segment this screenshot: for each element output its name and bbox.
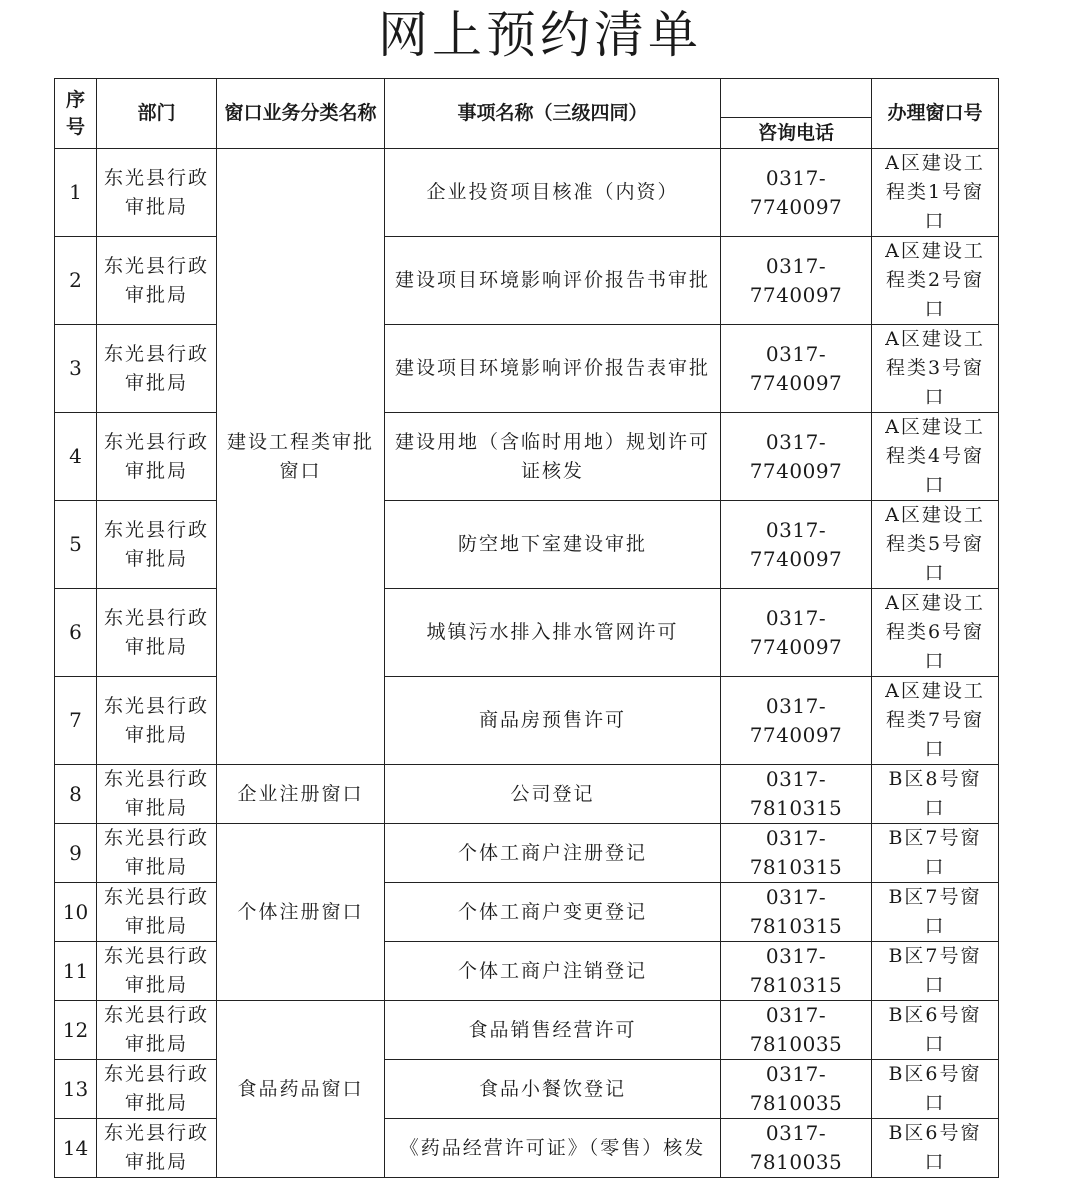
cell-seq: 14 xyxy=(55,1119,97,1178)
cell-window: A区建设工程类1号窗口 xyxy=(872,149,999,237)
cell-phone: 0317-7740097 xyxy=(721,589,872,677)
header-seq: 序号 xyxy=(55,79,97,149)
cell-seq: 6 xyxy=(55,589,97,677)
cell-item: 商品房预售许可 xyxy=(385,677,721,765)
cell-phone: 0317-7810315 xyxy=(721,824,872,883)
table-header xyxy=(55,79,999,149)
table-row xyxy=(55,1060,999,1119)
cell-seq: 4 xyxy=(55,413,97,501)
cell-item: 防空地下室建设审批 xyxy=(385,501,721,589)
cell-seq: 11 xyxy=(55,942,97,1001)
cell-dept: 东光县行政审批局 xyxy=(97,149,217,237)
cell-window: B区8号窗口 xyxy=(872,765,999,824)
cell-phone: 0317-7810035 xyxy=(721,1119,872,1178)
cell-phone: 0317-7740097 xyxy=(721,325,872,413)
cell-dept: 东光县行政审批局 xyxy=(97,677,217,765)
cell-window: B区6号窗口 xyxy=(872,1119,999,1178)
cell-item: 《药品经营许可证》（零售）核发 xyxy=(385,1119,721,1178)
cell-dept: 东光县行政审批局 xyxy=(97,1060,217,1119)
cell-dept: 东光县行政审批局 xyxy=(97,501,217,589)
cell-item: 个体工商户注册登记 xyxy=(385,824,721,883)
cell-item: 城镇污水排入排水管网许可 xyxy=(385,589,721,677)
cell-seq: 1 xyxy=(55,149,97,237)
cell-category: 食品药品窗口 xyxy=(217,1001,385,1178)
cell-seq: 7 xyxy=(55,677,97,765)
table-row xyxy=(55,325,999,413)
cell-window: B区6号窗口 xyxy=(872,1001,999,1060)
table-row xyxy=(55,501,999,589)
cell-window: A区建设工程类5号窗口 xyxy=(872,501,999,589)
header-dept: 部门 xyxy=(97,79,217,149)
cell-window: A区建设工程类3号窗口 xyxy=(872,325,999,413)
cell-seq: 8 xyxy=(55,765,97,824)
cell-item: 公司登记 xyxy=(385,765,721,824)
cell-phone: 0317-7740097 xyxy=(721,149,872,237)
cell-dept: 东光县行政审批局 xyxy=(97,942,217,1001)
cell-seq: 5 xyxy=(55,501,97,589)
cell-phone: 0317-7810315 xyxy=(721,765,872,824)
cell-seq: 12 xyxy=(55,1001,97,1060)
page-title: 网上预约清单 xyxy=(378,6,702,64)
table-row xyxy=(55,589,999,677)
cell-window: B区7号窗口 xyxy=(872,824,999,883)
cell-category: 个体注册窗口 xyxy=(217,824,385,1001)
cell-phone: 0317-7810315 xyxy=(721,942,872,1001)
cell-category: 企业注册窗口 xyxy=(217,765,385,824)
table-row xyxy=(55,883,999,942)
table-row xyxy=(55,1001,999,1060)
table-row xyxy=(55,413,999,501)
cell-phone: 0317-7740097 xyxy=(721,501,872,589)
cell-dept: 东光县行政审批局 xyxy=(97,589,217,677)
table-row xyxy=(55,942,999,1001)
cell-dept: 东光县行政审批局 xyxy=(97,413,217,501)
cell-phone: 0317-7810035 xyxy=(721,1001,872,1060)
table-row xyxy=(55,1119,999,1178)
cell-item: 食品小餐饮登记 xyxy=(385,1060,721,1119)
cell-phone: 0317-7810315 xyxy=(721,883,872,942)
cell-item: 建设用地（含临时用地）规划许可证核发 xyxy=(385,413,721,501)
cell-item: 建设项目环境影响评价报告书审批 xyxy=(385,237,721,325)
cell-dept: 东光县行政审批局 xyxy=(97,824,217,883)
cell-phone: 0317-7740097 xyxy=(721,413,872,501)
cell-dept: 东光县行政审批局 xyxy=(97,765,217,824)
table-row xyxy=(55,237,999,325)
cell-item: 个体工商户变更登记 xyxy=(385,883,721,942)
table-row xyxy=(55,149,999,237)
header-blank-cell xyxy=(721,79,872,118)
cell-seq: 2 xyxy=(55,237,97,325)
cell-dept: 东光县行政审批局 xyxy=(97,1001,217,1060)
cell-window: B区7号窗口 xyxy=(872,883,999,942)
cell-item: 食品销售经营许可 xyxy=(385,1001,721,1060)
table-body xyxy=(55,149,999,1178)
cell-window: A区建设工程类6号窗口 xyxy=(872,589,999,677)
cell-item: 建设项目环境影响评价报告表审批 xyxy=(385,325,721,413)
cell-seq: 3 xyxy=(55,325,97,413)
cell-phone: 0317-7810035 xyxy=(721,1060,872,1119)
header-phone: 咨询电话 xyxy=(721,118,872,149)
cell-phone: 0317-7740097 xyxy=(721,677,872,765)
cell-seq: 13 xyxy=(55,1060,97,1119)
cell-seq: 9 xyxy=(55,824,97,883)
appointment-table xyxy=(54,78,999,1178)
cell-category: 建设工程类审批窗口 xyxy=(217,149,385,765)
cell-dept: 东光县行政审批局 xyxy=(97,237,217,325)
table-row xyxy=(55,765,999,824)
cell-window: A区建设工程类4号窗口 xyxy=(872,413,999,501)
table-row xyxy=(55,824,999,883)
cell-dept: 东光县行政审批局 xyxy=(97,325,217,413)
table-row xyxy=(55,677,999,765)
header-item: 事项名称（三级四同） xyxy=(385,79,721,149)
cell-item: 企业投资项目核准（内资） xyxy=(385,149,721,237)
cell-window: A区建设工程类7号窗口 xyxy=(872,677,999,765)
cell-dept: 东光县行政审批局 xyxy=(97,883,217,942)
cell-item: 个体工商户注销登记 xyxy=(385,942,721,1001)
cell-dept: 东光县行政审批局 xyxy=(97,1119,217,1178)
cell-window: B区6号窗口 xyxy=(872,1060,999,1119)
cell-phone: 0317-7740097 xyxy=(721,237,872,325)
cell-window: A区建设工程类2号窗口 xyxy=(872,237,999,325)
cell-seq: 10 xyxy=(55,883,97,942)
header-category: 窗口业务分类名称 xyxy=(217,79,385,149)
cell-window: B区7号窗口 xyxy=(872,942,999,1001)
header-window: 办理窗口号 xyxy=(872,79,999,149)
